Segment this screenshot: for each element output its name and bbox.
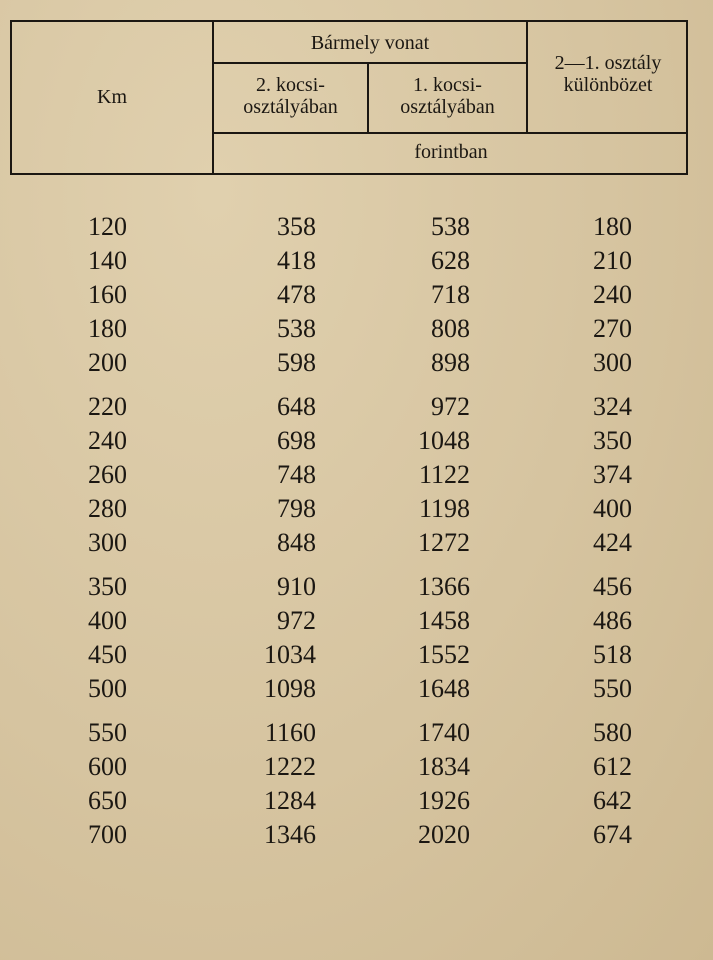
table-row <box>0 390 713 424</box>
second-class-fare-cell: 1222 <box>264 752 316 781</box>
second-class-fare-cell: 1346 <box>264 820 316 849</box>
first-class-header <box>369 74 526 118</box>
second-class-header-line1: 2. kocsi- <box>256 74 325 96</box>
table-row <box>0 278 713 312</box>
first-class-header-line1: 1. kocsi- <box>413 74 482 96</box>
second-class-fare-cell: 910 <box>277 572 316 601</box>
row-group <box>0 390 713 560</box>
km-cell: 400 <box>88 606 127 635</box>
km-cell: 650 <box>88 786 127 815</box>
table-row <box>0 346 713 380</box>
km-cell: 160 <box>88 280 127 309</box>
table-row <box>0 458 713 492</box>
difference-cell: 642 <box>593 786 632 815</box>
second-class-header-line2: osztályában <box>243 96 338 118</box>
table-row <box>0 784 713 818</box>
first-class-fare-cell: 808 <box>431 314 470 343</box>
difference-cell: 486 <box>593 606 632 635</box>
km-cell: 700 <box>88 820 127 849</box>
second-class-fare-cell: 1284 <box>264 786 316 815</box>
second-class-fare-cell: 972 <box>277 606 316 635</box>
table-row <box>0 210 713 244</box>
km-cell: 260 <box>88 460 127 489</box>
difference-cell: 550 <box>593 674 632 703</box>
km-cell: 240 <box>88 426 127 455</box>
first-class-fare-cell: 1366 <box>418 572 470 601</box>
table-row <box>0 570 713 604</box>
first-class-fare-cell: 1198 <box>418 494 470 523</box>
km-cell: 180 <box>88 314 127 343</box>
table-row <box>0 526 713 560</box>
table-row <box>0 424 713 458</box>
difference-cell: 270 <box>593 314 632 343</box>
second-class-fare-cell: 1098 <box>264 674 316 703</box>
km-cell: 280 <box>88 494 127 523</box>
row-group <box>0 716 713 852</box>
table-row <box>0 750 713 784</box>
header-divider <box>212 132 688 134</box>
difference-header-line1: 2—1. osztály <box>554 52 662 74</box>
table-row <box>0 638 713 672</box>
difference-header-line2: különbözet <box>563 74 653 96</box>
km-cell: 600 <box>88 752 127 781</box>
table-row <box>0 244 713 278</box>
difference-cell: 424 <box>593 528 632 557</box>
first-class-fare-cell: 972 <box>431 392 470 421</box>
difference-cell: 456 <box>593 572 632 601</box>
difference-cell: 240 <box>593 280 632 309</box>
unit-header: forintban <box>414 141 488 163</box>
second-class-header <box>214 74 367 118</box>
km-cell: 220 <box>88 392 127 421</box>
difference-cell: 210 <box>593 246 632 275</box>
first-class-fare-cell: 1122 <box>418 460 470 489</box>
km-header: Km <box>97 86 127 108</box>
difference-cell: 300 <box>593 348 632 377</box>
difference-cell: 350 <box>593 426 632 455</box>
km-cell: 450 <box>88 640 127 669</box>
header-divider <box>212 62 528 64</box>
table-row <box>0 604 713 638</box>
fare-table-body <box>0 210 713 862</box>
second-class-fare-cell: 1160 <box>264 718 316 747</box>
km-cell: 120 <box>88 212 127 241</box>
first-class-fare-cell: 628 <box>431 246 470 275</box>
difference-cell: 400 <box>593 494 632 523</box>
table-row <box>0 312 713 346</box>
table-header <box>10 20 688 175</box>
first-class-fare-cell: 1552 <box>418 640 470 669</box>
first-class-fare-cell: 898 <box>431 348 470 377</box>
table-row <box>0 492 713 526</box>
first-class-fare-cell: 1740 <box>418 718 470 747</box>
second-class-fare-cell: 538 <box>277 314 316 343</box>
difference-cell: 374 <box>593 460 632 489</box>
first-class-fare-cell: 718 <box>431 280 470 309</box>
difference-cell: 674 <box>593 820 632 849</box>
table-row <box>0 672 713 706</box>
first-class-fare-cell: 1926 <box>418 786 470 815</box>
km-cell: 500 <box>88 674 127 703</box>
first-class-fare-cell: 1048 <box>418 426 470 455</box>
difference-cell: 612 <box>593 752 632 781</box>
row-group <box>0 210 713 380</box>
difference-cell: 580 <box>593 718 632 747</box>
difference-cell: 180 <box>593 212 632 241</box>
km-cell: 550 <box>88 718 127 747</box>
km-cell: 200 <box>88 348 127 377</box>
second-class-fare-cell: 798 <box>277 494 316 523</box>
first-class-fare-cell: 1272 <box>418 528 470 557</box>
second-class-fare-cell: 418 <box>277 246 316 275</box>
first-class-fare-cell: 1458 <box>418 606 470 635</box>
table-row <box>0 818 713 852</box>
difference-cell: 324 <box>593 392 632 421</box>
km-cell: 350 <box>88 572 127 601</box>
second-class-fare-cell: 358 <box>277 212 316 241</box>
second-class-fare-cell: 478 <box>277 280 316 309</box>
first-class-fare-cell: 1648 <box>418 674 470 703</box>
km-cell: 300 <box>88 528 127 557</box>
difference-header <box>528 52 688 96</box>
second-class-fare-cell: 748 <box>277 460 316 489</box>
first-class-fare-cell: 538 <box>431 212 470 241</box>
first-class-fare-cell: 1834 <box>418 752 470 781</box>
second-class-fare-cell: 848 <box>277 528 316 557</box>
difference-cell: 518 <box>593 640 632 669</box>
second-class-fare-cell: 698 <box>277 426 316 455</box>
any-train-header: Bármely vonat <box>310 32 430 54</box>
second-class-fare-cell: 648 <box>277 392 316 421</box>
km-cell: 140 <box>88 246 127 275</box>
row-group <box>0 570 713 706</box>
table-row <box>0 716 713 750</box>
first-class-header-line2: osztályában <box>400 96 495 118</box>
second-class-fare-cell: 1034 <box>264 640 316 669</box>
first-class-fare-cell: 2020 <box>418 820 470 849</box>
second-class-fare-cell: 598 <box>277 348 316 377</box>
